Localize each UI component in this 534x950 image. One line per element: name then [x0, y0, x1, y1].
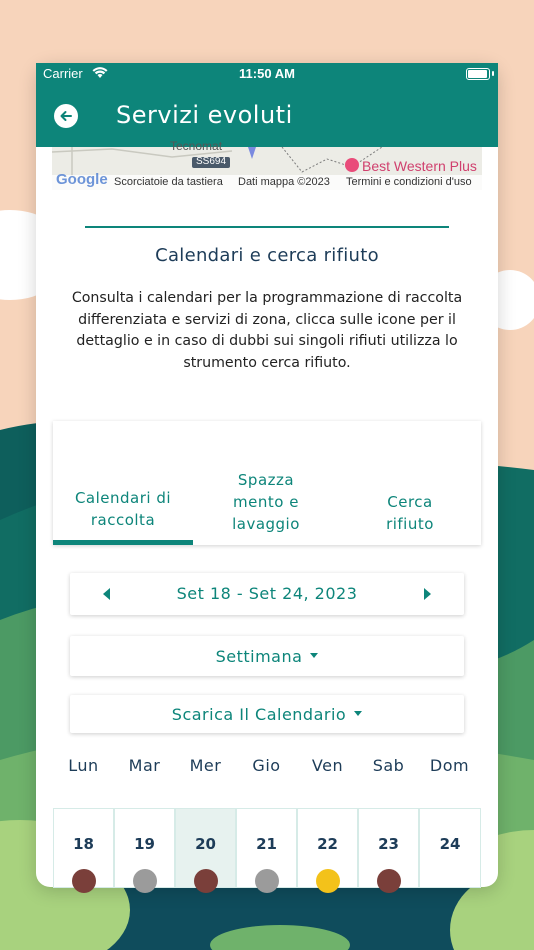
weekday-label: Sab — [372, 756, 405, 775]
day-number: 24 — [439, 835, 461, 853]
weekday-label: Ven — [311, 756, 344, 775]
organic-waste-icon[interactable] — [72, 869, 96, 893]
battery-tip — [492, 71, 494, 76]
calendar-day[interactable] — [297, 808, 358, 888]
weekday-header — [36, 756, 498, 778]
status-bar — [36, 63, 498, 85]
day-number: 18 — [73, 835, 94, 853]
download-calendar-select[interactable] — [70, 695, 464, 733]
week-navigator — [70, 573, 464, 615]
app-screen — [36, 63, 498, 887]
caret-down-icon — [354, 711, 362, 716]
active-tab-indicator — [53, 540, 193, 545]
map-terms-link[interactable]: Termini e condizioni d'uso — [346, 176, 472, 188]
calendar-day[interactable] — [236, 808, 297, 888]
view-mode-value: Settimana — [70, 647, 464, 666]
back-button[interactable] — [54, 104, 78, 128]
arrow-left-icon — [59, 109, 73, 123]
map-label-poi: Tecnomat — [170, 139, 223, 153]
section-title: Calendari e cerca rifiuto — [155, 245, 379, 266]
tab-spazzamento-lavaggio[interactable] — [193, 421, 339, 545]
tab-calendari-raccolta[interactable] — [53, 421, 193, 545]
map-attribution-bar — [52, 171, 482, 190]
weekday-label: Dom — [429, 756, 470, 775]
map-label-hotel: Best Western Plus — [362, 158, 477, 174]
caret-down-icon — [310, 653, 318, 658]
day-number: 23 — [378, 835, 399, 853]
tab-cerca-rifiuto[interactable] — [339, 421, 481, 545]
tab-label: Spazzamento e lavaggio — [232, 471, 300, 533]
calendar-day[interactable] — [53, 808, 114, 888]
calendar-day[interactable] — [419, 808, 481, 888]
tab-label: Calendari di raccolta — [74, 489, 172, 529]
app-bar — [36, 85, 498, 147]
tab-label: Cerca rifiuto — [386, 493, 434, 533]
map-shortcuts-link[interactable]: Scorciatoie da tastiera — [114, 176, 223, 188]
map-label-road: SS694 — [196, 156, 227, 167]
section-divider — [85, 226, 449, 228]
organic-waste-icon[interactable] — [194, 869, 218, 893]
view-mode-select[interactable] — [70, 636, 464, 676]
google-logo: Google — [56, 171, 108, 188]
battery-icon — [466, 68, 490, 80]
map-view[interactable] — [52, 139, 482, 190]
weekday-label: Lun — [68, 756, 99, 775]
calendar-day[interactable] — [358, 808, 419, 888]
week-range-label: Set 18 - Set 24, 2023 — [176, 584, 358, 603]
calendar-day-today[interactable] — [175, 808, 236, 888]
tab-bar — [53, 421, 481, 545]
dry-waste-icon[interactable] — [255, 869, 279, 893]
calendar-day[interactable] — [114, 808, 175, 888]
weekday-label: Mar — [128, 756, 161, 775]
page-title: Servizi evoluti — [116, 101, 293, 129]
download-calendar-label: Scarica Il Calendario — [70, 705, 464, 724]
section-description: Consulta i calendari per la programmazione di raccolta differenziata e servizi di zona, clicca sulle icone per il dettaglio e in caso di dubbi sui singoli rifiuti utilizza lo strumento cerca rifiuto. — [71, 290, 463, 371]
map-data-label: Dati mappa ©2023 — [238, 176, 330, 188]
day-number: 20 — [195, 835, 216, 853]
day-number: 19 — [134, 835, 155, 853]
clock-label: 11:50 AM — [239, 66, 295, 81]
day-number: 21 — [256, 835, 277, 853]
weekday-label: Mer — [189, 756, 222, 775]
weekday-label: Gio — [252, 756, 281, 775]
carrier-label: Carrier — [43, 66, 83, 81]
day-number: 22 — [317, 835, 338, 853]
organic-waste-icon[interactable] — [377, 869, 401, 893]
plastic-waste-icon[interactable] — [316, 869, 340, 893]
next-week-button[interactable] — [424, 588, 431, 600]
dry-waste-icon[interactable] — [133, 869, 157, 893]
week-days-grid — [53, 808, 481, 888]
